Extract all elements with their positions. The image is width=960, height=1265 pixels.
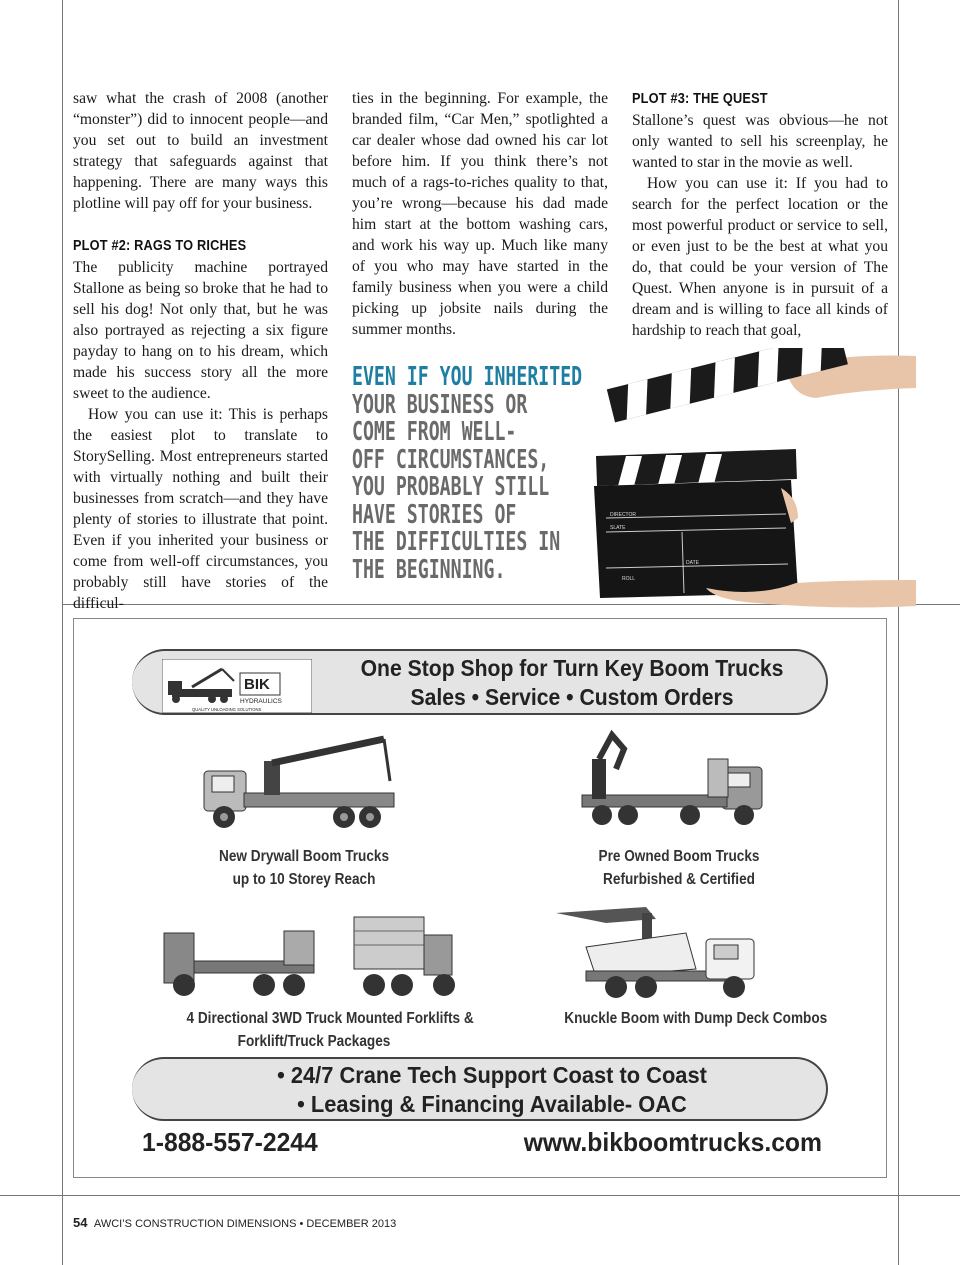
col1-paragraph-1: saw what the crash of 2008 (another “monster”) did to innocent people—and you set out to build an investment strategy that safeguards against that happening. There are many ways this plotline will pay off for your business. <box>73 90 328 212</box>
forklift-truck-image <box>154 911 474 1011</box>
clapperboard-photo <box>586 348 916 608</box>
caption-forklift <box>186 1007 474 1053</box>
col3-paragraph-2: How you can use it: If you had to search for the perfect location or the most powerful product or service to sell, or even just to be the best at what you do, that could be your version of The Quest. When anyone is in pursuit of a dream and is willing to face all kinds of hardship to reach that goal, <box>632 175 888 339</box>
logo-tagline: QUALITY UNLOADING SOLUTIONS <box>192 707 262 712</box>
caption-forklift-line2: Forklift/Truck Packages <box>237 1033 391 1050</box>
ad-website-link[interactable]: www.bikboomtrucks.com <box>523 1127 822 1157</box>
pull-quote-line: YOUR BUSINESS OR <box>352 389 528 420</box>
plot2-heading: PLOT #2: RAGS TO RICHES <box>73 238 247 254</box>
publication-line: AWCI’S CONSTRUCTION DIMENSIONS • DECEMBER 2013 <box>93 1218 397 1230</box>
ad-service-line1: • 24/7 Crane Tech Support Coast to Coast <box>277 1062 707 1088</box>
pull-quote-line: COME FROM WELL- <box>352 417 517 447</box>
article-column-2 <box>352 88 608 340</box>
pull-quote-line: OFF CIRCUMSTANCES, <box>352 444 550 475</box>
logo-sub: HYDRAULICS <box>240 698 282 705</box>
ad-headline-line2: Sales • Service • Custom Orders <box>410 684 734 710</box>
bik-advertisement[interactable] <box>73 618 887 1178</box>
caption-new-drywall-line1: New Drywall Boom Trucks <box>219 848 390 865</box>
ad-bottom-banner <box>132 1057 828 1121</box>
pre-owned-boom-truck-image <box>572 729 782 839</box>
col1-paragraph-2: The publicity machine portrayed Stallone as being so broke that he had to sell his dog! Not only that, but he was also portrayed as rejecting a six figure payday to hang on to his dream, which made his success story all the more sweet to the audience. <box>73 259 328 402</box>
pull-quote-highlight: EVEN IF YOU INHERITED <box>352 362 583 392</box>
pull-quote-line: HAVE STORIES OF <box>352 499 517 530</box>
plot3-heading: PLOT #3: THE QUEST <box>632 91 768 107</box>
clapper-date-label: DATE <box>686 560 699 566</box>
article-column-3 <box>632 88 888 341</box>
knuckle-boom-dump-truck-image <box>546 903 786 1007</box>
right-margin-rule <box>898 0 899 1265</box>
pull-quote-line: YOU PROBABLY STILL <box>352 472 550 502</box>
clapper-roll-label: ROLL <box>622 576 636 582</box>
bik-logo <box>162 659 312 713</box>
clapper-director-label: DIRECTOR <box>610 512 637 518</box>
page-number: 54 <box>73 1215 88 1230</box>
ad-service-line2: • Leasing & Financing Available- OAC <box>297 1091 687 1117</box>
col2-paragraph-1: ties in the beginning. For example, the branded film, “Car Men,” spotlighted a car dealer whose dad owned his car lot before him. If you think there’s not much of a rags-to-riches quality to that, you’re wrong—because his dad made him start at the bottom washing cars, and work his way up. Much like many of you who may have started in the family business when you were a child picking up jobsite nails during the summer months. <box>352 90 608 338</box>
ad-headline <box>342 651 802 712</box>
caption-pre-owned-line2: Refurbished & Certified <box>603 871 755 888</box>
ad-services <box>207 1061 777 1119</box>
caption-new-drywall <box>219 845 389 891</box>
caption-forklift-line1: 4 Directional 3WD Truck Mounted Forklifts & <box>186 1010 474 1027</box>
left-margin-rule <box>62 0 63 1265</box>
logo-brand: BIK <box>244 676 270 693</box>
col3-paragraph-1: Stallone’s quest was obvious—he not only wanted to sell his screenplay, he wanted to star in the movie as well. <box>632 112 888 171</box>
page-footer <box>73 1215 396 1230</box>
drywall-boom-truck-image <box>194 721 414 841</box>
ad-headline-line1: One Stop Shop for Turn Key Boom Trucks <box>360 655 784 681</box>
article-column-1 <box>73 88 328 614</box>
ad-phone-number[interactable]: 1-888-557-2244 <box>142 1127 318 1157</box>
caption-new-drywall-line2: up to 10 Storey Reach <box>232 871 376 888</box>
clapper-slate-label: SLATE <box>610 525 626 531</box>
pull-quote <box>352 362 583 585</box>
pull-quote-line: THE DIFFICULTIES IN <box>352 527 561 557</box>
caption-pre-owned-line1: Pre Owned Boom Trucks <box>598 848 760 865</box>
ad-top-banner <box>132 649 828 715</box>
caption-pre-owned <box>590 845 769 891</box>
caption-knuckle-boom-line: Knuckle Boom with Dump Deck Combos <box>564 1010 828 1027</box>
footer-rule <box>0 1195 960 1196</box>
pull-quote-line: THE BEGINNING. <box>352 554 506 585</box>
caption-knuckle-boom <box>564 1007 828 1030</box>
col1-paragraph-3: How you can use it: This is perhaps the easiest plot to translate to StorySelling. Most entrepreneurs started with virtually nothing and built their businesses from scratch—and they have plenty of stories to illustrate that point. Even if you inherited your business or come from well-off circumstances, you probably still have stories of the difficul- <box>73 406 328 612</box>
